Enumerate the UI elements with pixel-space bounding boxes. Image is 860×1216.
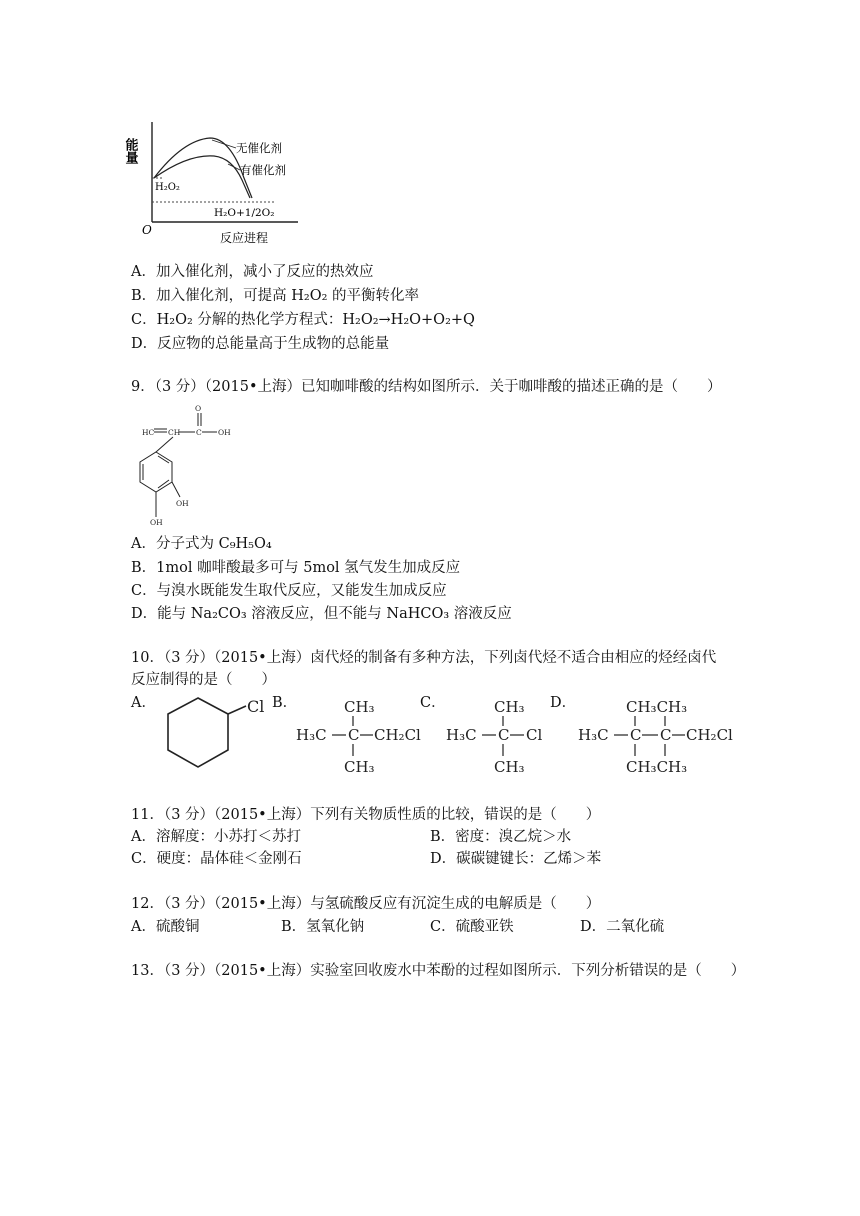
- energy-diagram: [122, 118, 308, 246]
- q9-option-d: D．能与 Na₂CO₃ 溶液反应，但不能与 NaHCO₃ 溶液反应: [131, 606, 512, 622]
- q10-label-b: B．: [272, 695, 298, 711]
- q10-stem-line1: 10．（3 分）（2015•上海）卤代烃的制备有多种方法，下列卤代烃不适合由相应的烃经卤代: [131, 650, 717, 666]
- q12-stem: 12．（3 分）（2015•上海）与氢硫酸反应有沉淀生成的电解质是（ ）: [131, 896, 601, 912]
- q11-option-d: D．碳碳键键长：乙烯＞苯: [430, 851, 602, 867]
- reactant-label: H₂O₂: [155, 182, 180, 193]
- q12-option-d: D．二氧化硫: [580, 919, 665, 935]
- struct-o: O: [195, 404, 202, 413]
- product-label: H₂O+1/2O₂: [214, 207, 275, 219]
- reaction-progress-label: 反应进程: [220, 231, 269, 245]
- q9-option-c: C．与溴水既能发生取代反应，又能发生加成反应: [131, 583, 447, 599]
- struct-c-top: CH₃: [494, 698, 525, 716]
- struct-c-left: H₃C: [446, 726, 477, 744]
- q9-option-a: A．分子式为 C₉H₅O₄: [131, 536, 272, 552]
- q10-label-c: C．: [420, 695, 446, 711]
- struct-hc: HC: [142, 428, 155, 437]
- q12-option-a: A．硫酸铜: [131, 919, 200, 935]
- struct-b-center: C: [348, 726, 360, 744]
- struct-d-top: CH₃CH₃: [626, 698, 688, 716]
- struct-d-left: H₃C: [578, 726, 609, 744]
- uncatalyzed-label: 无催化剂: [236, 141, 282, 155]
- struct-d-c2: C: [660, 726, 672, 744]
- q13-stem: 13．（3 分）（2015•上海）实验室回收废水中苯酚的过程如图所示．下列分析错误的是（ ）: [131, 963, 746, 979]
- q9-option-b: B．1mol 咖啡酸最多可与 5mol 氢气发生加成反应: [131, 560, 461, 576]
- struct-oh-meta: OH: [176, 499, 189, 508]
- q8-option-b: B．加入催化剂，可提高 H₂O₂ 的平衡转化率: [131, 288, 420, 304]
- q12-option-c: C．硫酸亚铁: [430, 919, 514, 935]
- q8-option-c: C．H₂O₂ 分解的热化学方程式：H₂O₂→H₂O+O₂+Q: [131, 312, 475, 328]
- struct-oh-acid: OH: [218, 428, 231, 437]
- q8-option-a: A．加入催化剂，减小了反应的热效应: [131, 264, 374, 280]
- q11-option-c: C．硬度：晶体硅＜金刚石: [131, 851, 302, 867]
- struct-c: C: [196, 428, 202, 437]
- struct-c-center: C: [498, 726, 510, 744]
- struct-a-cl: Cl: [247, 697, 265, 716]
- q10-structure-c: [446, 694, 556, 778]
- catalyzed-label: 有催化剂: [240, 163, 286, 177]
- struct-b-bottom: CH₃: [344, 758, 375, 776]
- q10-label-a: A．: [131, 695, 156, 711]
- q10-structure-a: [150, 690, 275, 780]
- struct-ch: CH: [168, 428, 181, 437]
- q9-stem: 9．（3 分）（2015•上海）已知咖啡酸的结构如图所示．关于咖啡酸的描述正确的是（ ）: [131, 379, 722, 395]
- struct-b-top: CH₃: [344, 698, 375, 716]
- struct-d-right: CH₂Cl: [686, 726, 733, 744]
- struct-b-right: CH₂Cl: [374, 726, 421, 744]
- struct-d-bottom: CH₃CH₃: [626, 758, 688, 776]
- q11-option-a: A．溶解度：小苏打＜苏打: [131, 829, 301, 845]
- q10-label-d: D．: [550, 695, 577, 711]
- struct-oh-para: OH: [150, 518, 163, 527]
- struct-c-bottom: CH₃: [494, 758, 525, 776]
- caffeic-acid-structure: [140, 400, 240, 528]
- origin-label: O: [142, 223, 152, 237]
- struct-c-right: Cl: [526, 726, 543, 744]
- q10-stem-line2: 反应制得的是（ ）: [131, 672, 276, 688]
- q11-option-b: B．密度：溴乙烷＞水: [430, 829, 572, 845]
- q11-stem: 11．（3 分）（2015•上海）下列有关物质性质的比较，错误的是（ ）: [131, 807, 601, 823]
- struct-b-left: H₃C: [296, 726, 327, 744]
- q8-option-d: D．反应物的总能量高于生成物的总能量: [131, 336, 390, 352]
- struct-d-c1: C: [630, 726, 642, 744]
- q10-structure-d: [578, 694, 742, 778]
- energy-axis-label: 能量: [122, 138, 138, 164]
- q12-option-b: B．氢氧化钠: [281, 919, 365, 935]
- q10-structure-b: [296, 694, 431, 778]
